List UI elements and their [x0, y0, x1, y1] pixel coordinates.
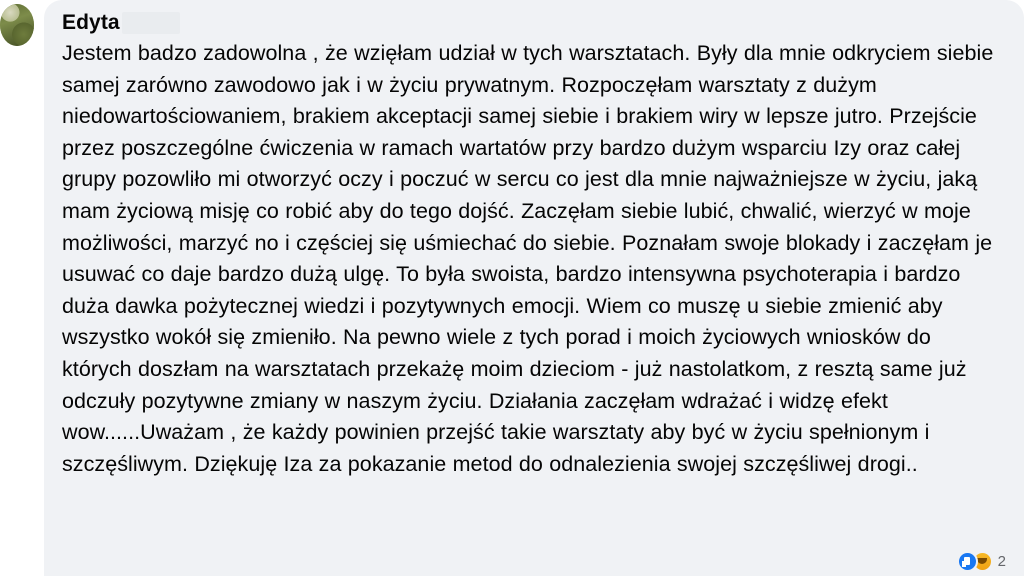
reaction-summary[interactable]: [957, 548, 1006, 574]
comment-bubble: [44, 0, 1024, 576]
avatar[interactable]: [0, 4, 34, 46]
comment-body-text: Jestem badzo zadowolna , że wzięłam udział w tych warsztatach. Były dla mnie odkryciem siebie samej zarówno zawodowo jak i w życiu prywatnym. Rozpoczęłam warsztaty z dużym niedowartościowaniem, brakiem akceptacji samej siebie i brakiem wiry w lepsze jutro. Przejście przez poszczególne ćwiczenia w ramach wartatów przy bardzo dużym wsparciu Izy oraz całej grupy pozowliło mi otworzyć oczy i poczuć w sercu co jest dla mnie najważniejsze w życiu, jaką mam życiową misję co robić aby do tego dojść. Zaczęłam siebie lubić, chwalić, wierzyć w moje możliwości, marzyć no i częściej się uśmiechać do siebie. Poznałam swoje blokady i zaczęłam je usuwać co daje bardzo dużą ulgę. To była swoista, bardzo intensywna psychoterapia i bardzo duża dawka pożytecznej wiedzi i pozytywnych emocji. Wiem co muszę u siebie zmienić aby wszystko wokół się zmieniło. Na pewno wiele z tych porad i moich życiowych wniosków do których doszłam na warsztatach przekażę moim dzieciom - już nastolatkom, z resztą same już odczuły pozytywne zmiany w naszym życiu. Działania zaczęłam wdrażać i widzę efekt wow......Uważam , że każdy powinien przejść takie warsztaty aby być w życiu spełnionym i szczęśliwym. Dziękuję Iza za pokazanie metod do odnalezienia swojej szczęśliwej drogi..: [62, 41, 994, 476]
reaction-count: 2: [997, 552, 1006, 570]
avatar-image: [0, 4, 34, 46]
avatar-gutter: [0, 0, 44, 576]
like-reaction-icon: [957, 551, 978, 572]
comment-author-name[interactable]: Edyta: [62, 11, 120, 34]
comment-author-row: [62, 10, 1006, 36]
redaction-block: [122, 12, 180, 34]
reaction-icon-group: [957, 551, 993, 572]
